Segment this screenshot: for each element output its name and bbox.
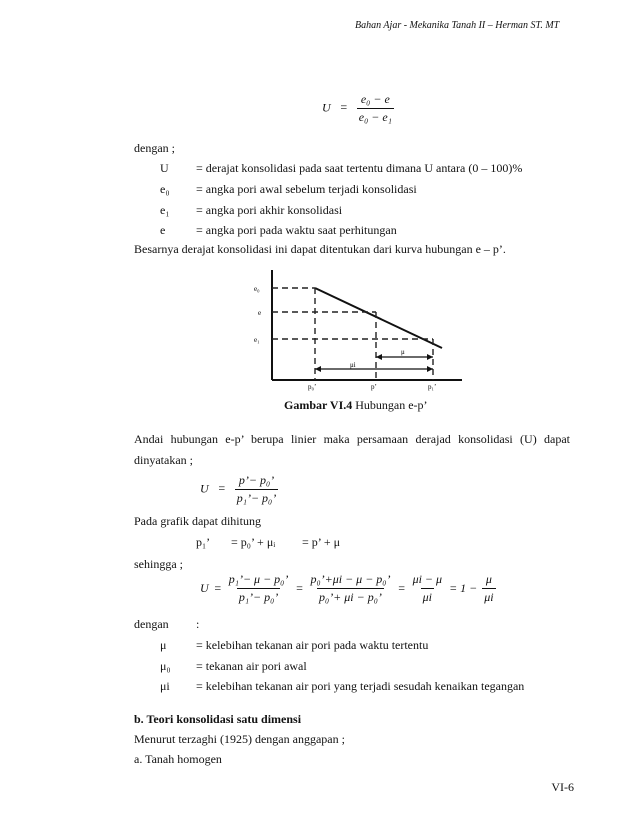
equation-degree-consolidation-p <box>200 473 278 506</box>
eq1-denominator: e₀ − e₁ <box>358 110 392 124</box>
figure-label-e1: e₁ <box>254 336 260 344</box>
def-symbol-e0: e₀ <box>160 182 170 196</box>
figure-label-p: p’ <box>371 383 377 391</box>
def-symbol-e: e <box>160 223 166 237</box>
figure-label-e: e <box>258 309 262 317</box>
defs2-colon: : <box>196 617 200 631</box>
def-symbol-mui: μi <box>160 679 170 693</box>
figure-label-mu: μ <box>401 348 405 356</box>
def-desc-u: = derajat konsolidasi pada saat tertentu dimana U antara (0 – 100)% <box>196 161 523 175</box>
eq3-tail: = 1 − <box>449 581 478 595</box>
paragraph-sehingga: sehingga ; <box>134 557 183 571</box>
figure-label-mui: μi <box>350 361 356 369</box>
calc-mid: = p₀’ + μᵢ <box>231 535 276 549</box>
def-desc-e1: = angka pori akhir konsolidasi <box>196 203 343 217</box>
def-desc-e: = angka pori pada waktu saat perhitungan <box>196 223 397 237</box>
def-desc-mui: = kelebihan tekanan air pori yang terjadi sesudah kenaikan tegangan <box>196 679 525 693</box>
eq3-fraction-1 <box>227 572 291 605</box>
def-symbol-u: U <box>160 161 169 175</box>
calc-rhs: = p’ + μ <box>302 535 341 549</box>
figure-mui-arrow-head-left <box>315 366 321 372</box>
figure-label-p1: p₁’ <box>428 383 437 391</box>
eq3-f1-denominator: p₁’− p₀’ <box>238 590 279 604</box>
paragraph-kurva: Besarnya derajat konsolidasi ini dapat ditentukan dari kurva hubungan e – p’. <box>134 242 506 256</box>
figure-mu-arrow-head-right <box>427 354 433 360</box>
running-header: Bahan Ajar - Mekanika Tanah II – Herman ST. MT <box>355 20 560 31</box>
figure-mu-arrow-head-left <box>376 354 382 360</box>
figure-e-p-curve <box>250 258 470 393</box>
eq2-denominator: p₁’− p₀’ <box>236 491 277 505</box>
list-item-a: a. Tanah homogen <box>134 752 222 766</box>
paragraph-terzaghi: Menurut terzaghi (1925) dengan anggapan ; <box>134 732 345 746</box>
def-symbol-mu0: μ₀ <box>160 659 171 673</box>
equation-degree-consolidation-mu <box>200 572 496 605</box>
section-heading-b: b. Teori konsolidasi satu dimensi <box>134 712 302 726</box>
eq3-equals-2: = <box>295 581 304 595</box>
figure-mui-arrow-head-right <box>427 366 433 372</box>
eq2-lhs: U <box>200 481 209 496</box>
eq3-f1-numerator: p₁’− μ − p₀’ <box>228 572 289 586</box>
paragraph-linier-line2: dinyatakan ; <box>134 453 193 467</box>
figure-caption-number: Gambar VI.4 <box>284 398 353 412</box>
eq3-f2-denominator: p₀’+ μi − p₀’ <box>319 590 382 604</box>
defs1-intro: dengan ; <box>134 141 175 155</box>
figure-label-e0: e₀ <box>254 285 260 293</box>
def-desc-e0: = angka pori awal sebelum terjadi konsolidasi <box>196 182 417 196</box>
eq1-fraction <box>357 92 394 125</box>
def-desc-mu: = kelebihan tekanan air pori pada waktu tertentu <box>196 638 429 652</box>
eq2-numerator: p’− p₀’ <box>238 473 275 487</box>
eq1-numerator: e₀ − e <box>360 92 390 106</box>
calc-lhs: p₁’ <box>196 535 211 549</box>
eq1-equals: = <box>339 100 348 115</box>
eq3-fraction-3 <box>411 572 444 605</box>
def-desc-mu0: = tekanan air pori awal <box>196 659 307 673</box>
eq3-equals-3: = <box>397 581 406 595</box>
eq3-f2-numerator: p₀’+μi − μ − p₀’ <box>310 572 391 586</box>
eq3-f4-numerator: μ <box>485 572 492 586</box>
page-number: VI-6 <box>551 780 574 794</box>
def-symbol-mu: μ <box>160 638 167 652</box>
def-symbol-e1: e₁ <box>160 203 170 217</box>
figure-caption-text: Hubungan e-p’ <box>352 398 428 412</box>
eq3-lhs: U <box>200 581 209 595</box>
eq3-f3-numerator: μi − μ <box>412 572 443 586</box>
eq3-fraction-2 <box>308 572 392 605</box>
eq3-equals-1: = <box>213 581 222 595</box>
eq3-fraction-4 <box>482 572 495 605</box>
figure-label-p0: p₀’ <box>308 383 317 391</box>
eq3-f3-denominator: μi <box>422 590 432 604</box>
figure-caption <box>284 398 428 412</box>
defs2-intro: dengan <box>134 617 169 631</box>
eq2-equals: = <box>217 481 226 496</box>
paragraph-grafik: Pada grafik dapat dihitung <box>134 514 261 528</box>
eq2-fraction <box>235 473 278 506</box>
paragraph-linier-line1: Andai hubungan e-p’ berupa linier maka persamaan derajad konsolidasi (U) dapat <box>134 432 570 446</box>
eq3-f4-denominator: μi <box>484 590 494 604</box>
eq1-lhs: U <box>322 100 331 115</box>
equation-degree-consolidation-e <box>322 92 394 125</box>
